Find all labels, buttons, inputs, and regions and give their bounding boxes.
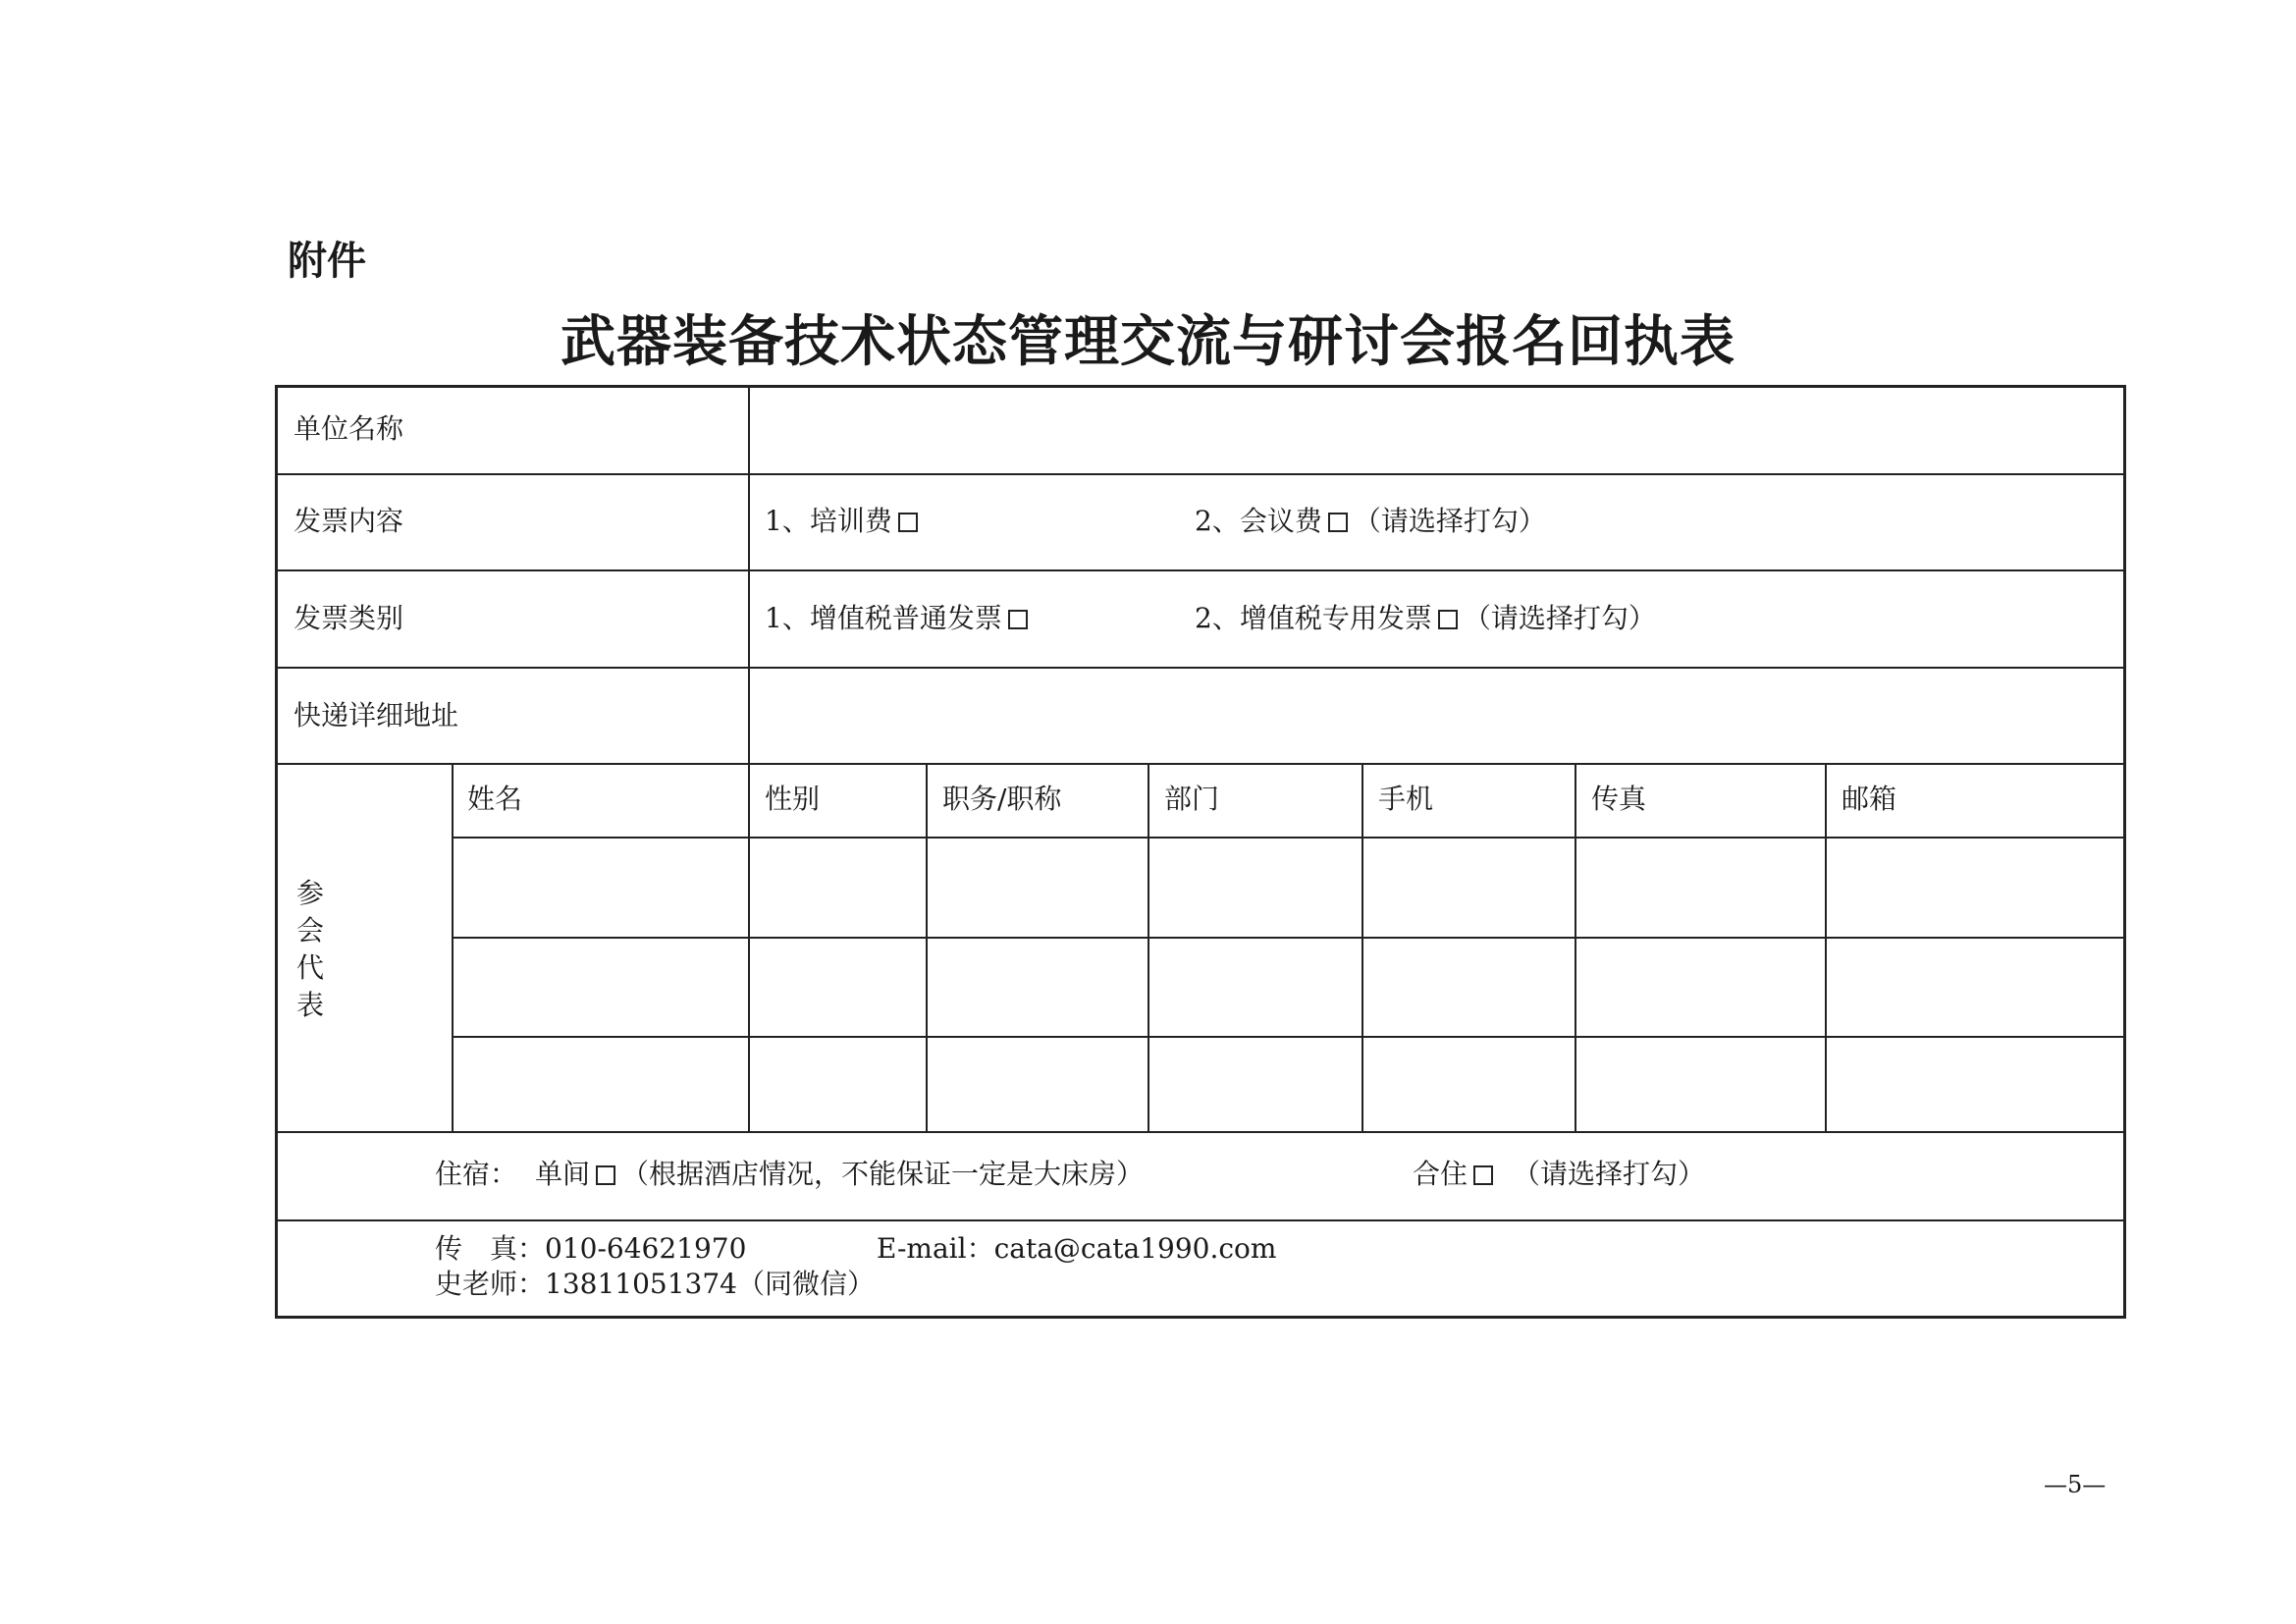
address-label: 快递详细地址 [294,699,459,731]
row-divider [278,667,2123,669]
row-divider [278,1131,2123,1133]
fax-number: 010-64621970 [545,1232,747,1265]
meeting-fee-checkbox[interactable] [1328,513,1348,532]
col-header-name: 姓名 [467,783,523,815]
invoice-type-option-general [765,601,1034,636]
delegates-label: 参会代表 [295,877,324,1021]
teacher-phone: 13811051374 [545,1268,737,1300]
address-field[interactable] [769,698,2104,733]
registration-form [275,385,2126,1319]
teacher-label: 史老师： [435,1268,546,1300]
invoice-type-label: 发票类别 [294,602,404,634]
general-vat-invoice-checkbox[interactable] [1008,610,1028,629]
col-header-email: 邮箱 [1842,783,1897,815]
form-title: 武器装备技术状态管理交流与研讨会报名回执表 [561,310,1735,374]
training-fee-checkbox[interactable] [898,513,918,532]
col-header-mobile: 手机 [1378,783,1434,815]
select-hint: （请选择打勾） [1513,1158,1706,1190]
col-divider [452,763,454,1131]
page-number: —5— [2044,1471,2107,1498]
lodging-row [435,1157,1144,1192]
annex-label: 附件 [288,239,366,284]
shared-room-option [1413,1157,1705,1192]
unit-name-label: 单位名称 [294,412,404,445]
row-divider [278,569,2123,571]
fax-label: 传 真： [435,1232,546,1265]
col-divider [748,388,750,763]
col-header-fax: 传真 [1591,783,1647,815]
contact-teacher [435,1267,875,1302]
invoice-type-option-special [1195,601,1656,636]
row-divider [278,473,2123,475]
option-label: 1、培训费 [765,505,892,537]
col-divider [748,763,750,1131]
row-divider [278,763,2123,765]
contact-fax [435,1231,746,1267]
email-label: E-mail： [877,1232,994,1265]
invoice-content-option-training [765,504,924,539]
row-divider [278,1219,2123,1221]
row-divider [452,1036,2123,1038]
invoice-content-label: 发票内容 [294,505,404,537]
col-divider [1362,763,1363,1131]
select-hint: （请选择打勾） [1463,602,1656,634]
invoice-content-option-meeting [1195,504,1546,539]
contact-email [877,1231,1276,1267]
single-room-label: 单间 [535,1158,591,1190]
option-label: 2、增值税专用发票 [1195,602,1432,634]
teacher-note: （同微信） [736,1268,875,1300]
col-header-department: 部门 [1164,783,1220,815]
option-label: 1、增值税普通发票 [765,602,1002,634]
special-vat-invoice-checkbox[interactable] [1438,610,1458,629]
col-header-gender: 性别 [765,783,821,815]
col-divider [1575,763,1576,1131]
row-divider [452,937,2123,939]
col-divider [1148,763,1149,1131]
shared-room-label: 合住 [1413,1158,1468,1190]
email-address: cata@cata1990.com [993,1232,1277,1265]
row-divider [452,837,2123,839]
col-divider [926,763,928,1131]
select-hint: （请选择打勾） [1353,505,1546,537]
col-divider [1825,763,1827,1131]
shared-room-checkbox[interactable] [1473,1165,1493,1185]
lodging-label: 住宿： [435,1158,518,1190]
option-label: 2、会议费 [1195,505,1322,537]
col-header-title: 职务/职称 [942,783,1062,815]
single-room-checkbox[interactable] [596,1165,615,1185]
single-room-note: （根据酒店情况，不能保证一定是大床房） [621,1158,1145,1190]
unit-name-field[interactable] [769,411,2104,447]
